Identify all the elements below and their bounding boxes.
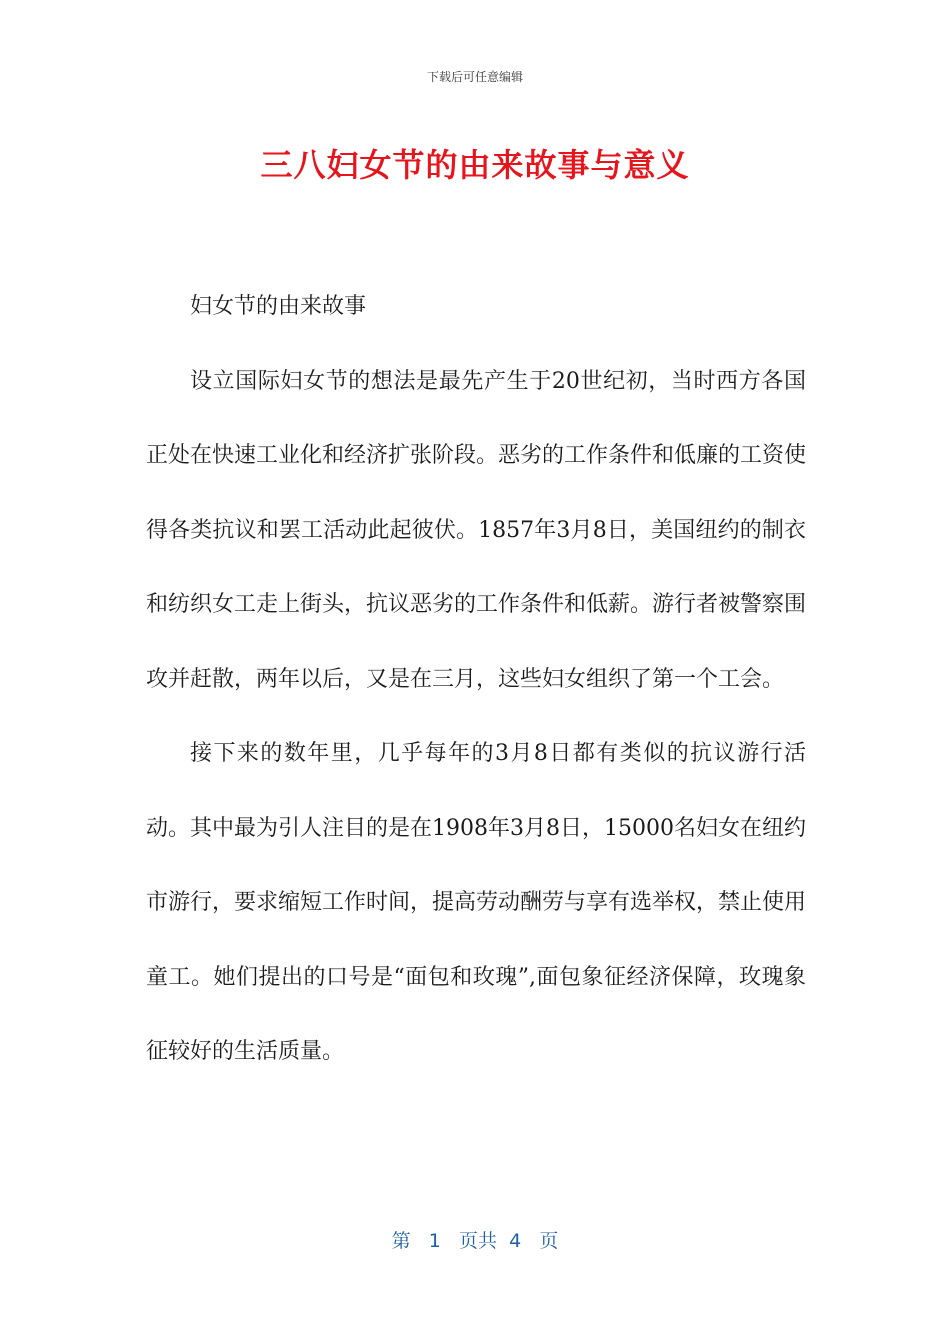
header-note: 下载后可任意编辑 [426, 70, 523, 84]
footer-page-suffix: 页 [539, 1230, 559, 1252]
section-heading: 妇女节的由来故事 [190, 294, 367, 319]
page-footer [0, 1226, 950, 1253]
footer-page-middle: 页共 [459, 1230, 498, 1252]
footer-page-prefix: 第 [391, 1230, 411, 1252]
paragraph: 设立国际妇女节的想法是最先产生于20世纪初，当时西方各国正处在快速工业化和经济扩张阶段。恶劣的工作条件和低廉的工资使得各类抗议和罢工活动此起彼伏。1857年3月8日，美国纽约的制衣和纺织女工走上街头，抗议恶劣的工作条件和低薪。游行者被警察围攻并赶散，两年以后，又是在三月，这些妇女组织了第一个工会。 [146, 368, 807, 692]
footer-page-current: 1 [428, 1230, 441, 1252]
document-title: 三八妇女节的由来故事与意义 [260, 146, 690, 184]
paragraph: 接下来的数年里，几乎每年的3月8日都有类似的抗议游行活动。其中最为引人注目的是在1908年3月8日，15000名妇女在纽约市游行，要求缩短工作时间，提高劳动酬劳与享有选举权，禁止使用童工。她们提出的口号是“面包和玫瑰”,面包象征经济保障，玫瑰象征较好的生活质量。 [146, 741, 807, 1064]
document-body [146, 270, 806, 1090]
footer-page-total: 4 [509, 1230, 522, 1252]
